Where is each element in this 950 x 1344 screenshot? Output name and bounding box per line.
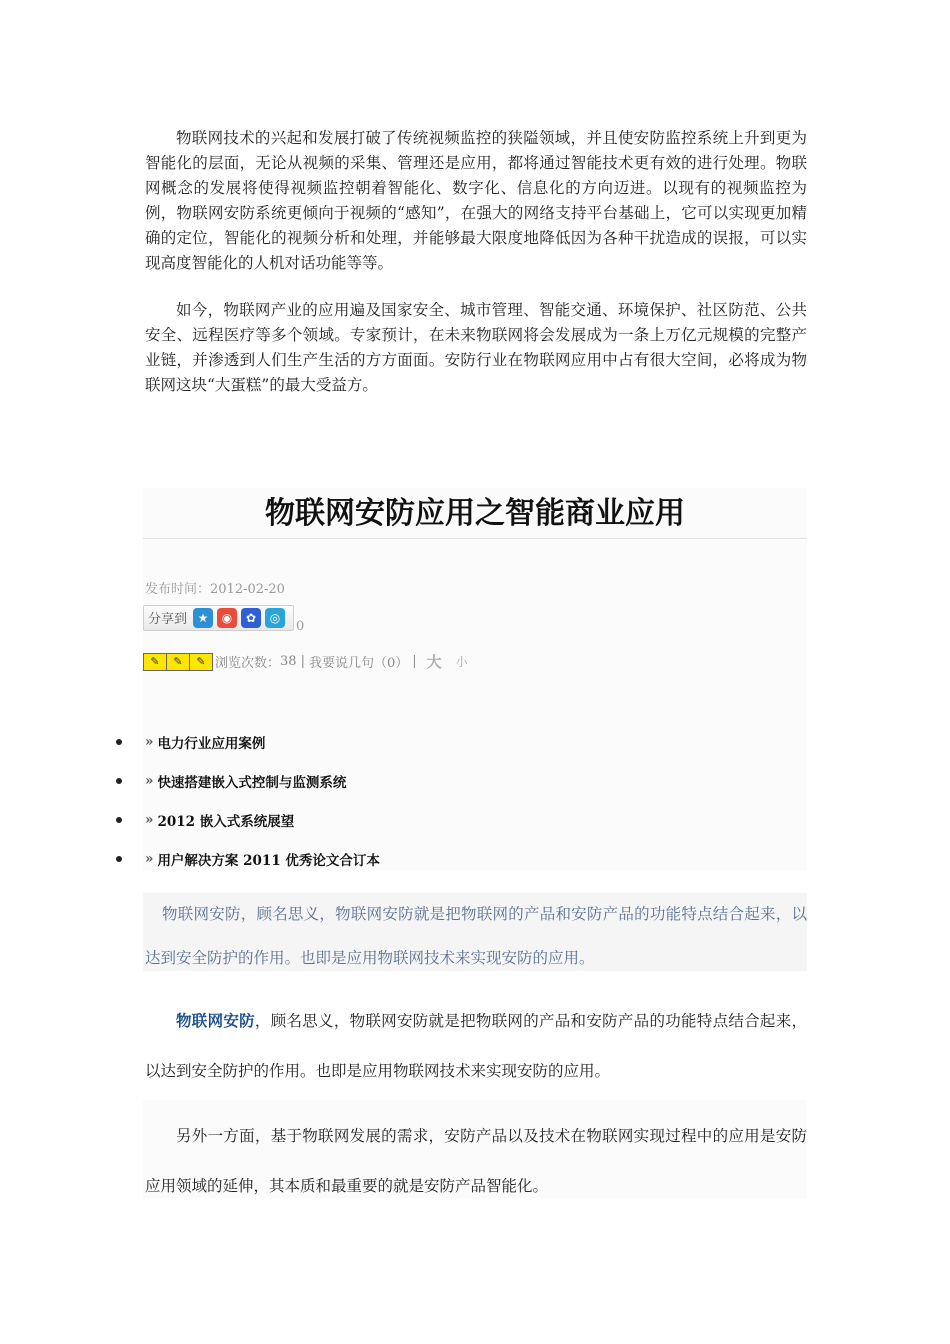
views-count: 38 [280,654,297,669]
related-links [110,722,380,878]
article-summary: 物联网安防，顾名思义，物联网安防就是把物联网的产品和安防产品的功能特点结合起来，以达到安全防护的作用。也即是应用物联网技术来实现安防的应用。 [145,905,807,967]
article-stats [143,651,468,672]
article-title: 物联网安防应用之智能商业应用 [265,496,685,531]
share-count: 0 [296,619,305,634]
bullet-icon [116,817,122,823]
raquo-icon: » [145,811,154,828]
related-link[interactable]: 快速搭建嵌入式控制与监测系统 [157,774,347,791]
font-size-large-button[interactable]: 大 [426,653,442,671]
baidu-icon[interactable]: ✿ [241,608,261,628]
list-item [110,722,380,761]
weibo-icon[interactable]: ◉ [217,608,237,628]
bullet-icon [116,739,122,745]
list-item [110,761,380,800]
comment-link[interactable]: 我要说几句（0） [308,656,409,671]
list-item [110,800,380,839]
raquo-icon: » [145,772,154,789]
bullet-icon [116,856,122,862]
pin-icon[interactable]: ✎ [196,655,206,668]
body-paragraph-1-text: ，顾名思义，物联网安防就是把物联网的产品和安防产品的功能特点结合起来，以达到安全防护的作用。也即是应用物联网技术来实现安防的应用。 [145,1012,807,1080]
raquo-icon: » [145,850,154,867]
pin-toolbar [143,653,213,671]
views-label: 浏览次数： [215,656,281,671]
intro-paragraph-1: 物联网技术的兴起和发展打破了传统视频监控的狭隘领域，并且使安防监控系统上升到更为智能化的层面，无论从视频的采集、管理还是应用，都将通过智能技术更有效的进行处理。物联网概念的发展将使得视频监控朝着智能化、数字化、信息化的方向迈进。以现有的视频监控为例，物联网安防系统更倾向于视频的“感知”，在强大的网络支持平台基础上，它可以实现更加精确的定位，智能化的视频分析和处理，并能够最大限度地降低因为各种干扰造成的误报，可以实现高度智能化的人机对话功能等等。 [145,129,807,272]
bullet-icon [116,778,122,784]
body-paragraph-1 [145,996,807,1096]
related-link[interactable]: 用户解决方案 2011 优秀论文合订本 [157,852,380,869]
related-link[interactable]: 电力行业应用案例 [157,735,266,752]
related-link[interactable]: 2012 嵌入式系统展望 [157,813,295,830]
pin-icon[interactable]: ✎ [144,654,167,670]
body-paragraph-2: 另外一方面，基于物联网发展的需求，安防产品以及技术在物联网实现过程中的应用是安防应用领域的延伸，其本质和最重要的就是安防产品智能化。 [145,1127,807,1195]
raquo-icon: » [145,733,154,750]
separator: | [300,654,305,669]
publish-time: 发布时间：2012-02-20 [145,582,285,597]
tqq-icon[interactable]: ◎ [265,608,285,628]
qzone-icon[interactable]: ★ [193,608,213,628]
list-item [110,839,380,878]
separator: | [412,654,417,669]
share-label[interactable]: 分享到 [148,612,188,627]
article-header [143,488,807,539]
share-bar [143,601,304,634]
font-size-small-button[interactable]: 小 [455,655,468,669]
keyword-link[interactable]: 物联网安防 [176,1011,255,1030]
intro-paragraph-2: 如今，物联网产业的应用遍及国家安全、城市管理、智能交通、环境保护、社区防范、公共安全、远程医疗等多个领域。专家预计，在未来物联网将会发展成为一条上万亿元规模的完整产业链，并渗透到人们生产生活的方方面面。安防行业在物联网应用中占有很大空间，必将成为物联网这块“大蛋糕”的最大受益方。 [145,301,807,394]
share-box [143,605,294,631]
pin-icon[interactable]: ✎ [167,654,190,670]
